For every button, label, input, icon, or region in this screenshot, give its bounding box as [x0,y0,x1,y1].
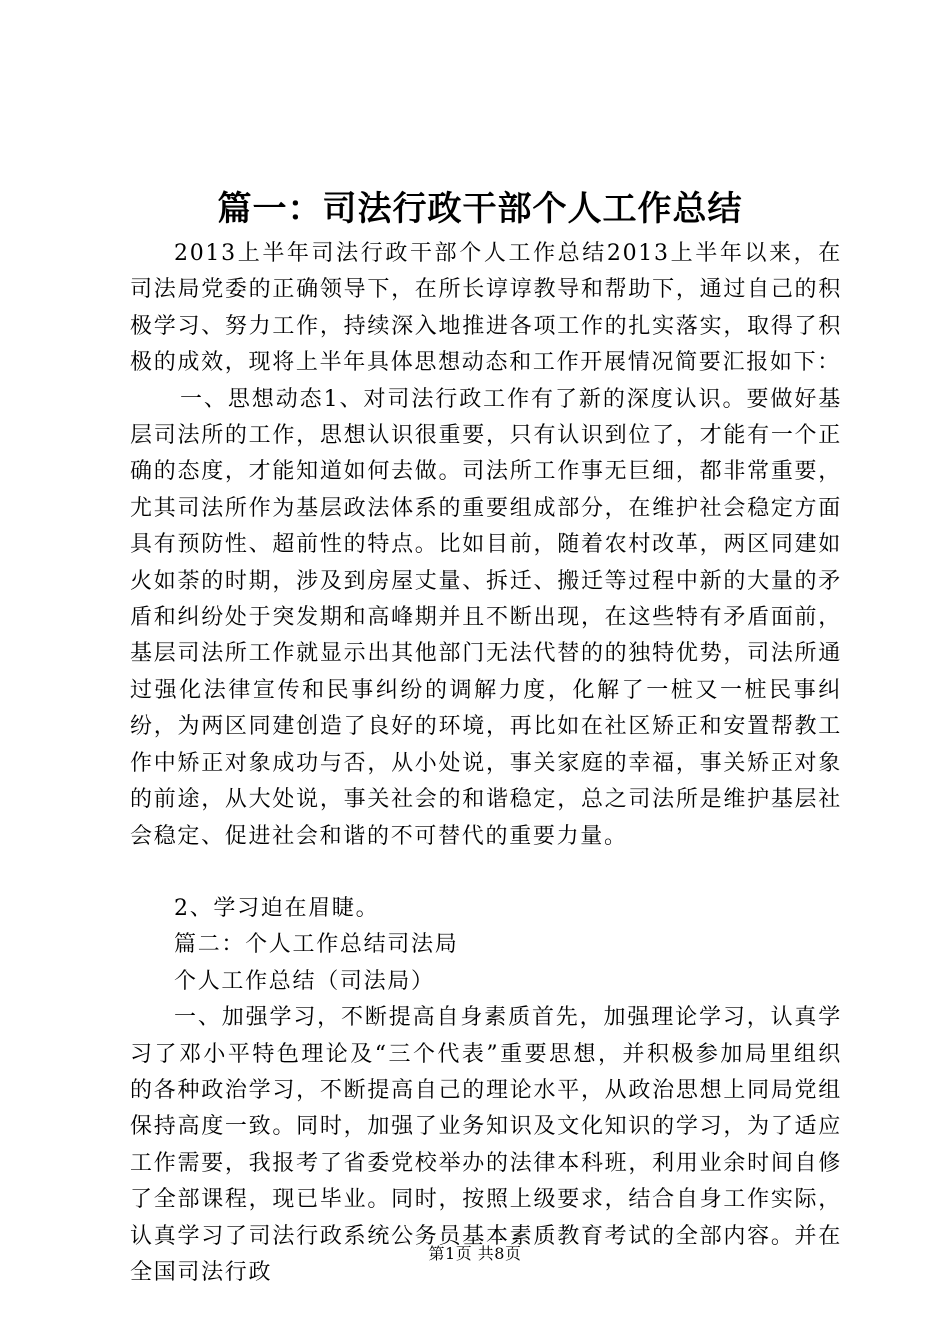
document-body [130,236,842,1291]
section-heading-part-two: 篇二：个人工作总结司法局 [174,932,459,958]
paragraph-learning: 一、加强学习，不断提高自身素质首先，加强理论学习，认真学习了邓小平特色理论及“三个代表”重要思想，并积极参加局里组织的各种政治学习，不断提高自己的理论水平，从政治思想上同局党组保持高度一致。同时，加强了业务知识及文化知识的学习，为了适应工作需要，我报考了省委党校举办的法律本科班，利用业余时间自修了全部课程，现已毕业。同时，按照上级要求，结合自身工作实际，认真学习了司法行政系统公务员基本素质教育考试的全部内容。并在全国司法行政 [130,1005,842,1285]
paragraph-thought: 一、思想动态1、对司法行政工作有了新的深度认识。要做好基层司法所的工作，思想认识很重要，只有认识到位了，才能有一个正确的态度，才能知道如何去做。司法所工作事无巨细，都非常重要，尤其司法所作为基层政法体系的重要组成部分，在维护社会稳定方面具有预防性、超前性的特点。比如目前，随着农村改革，两区同建如火如荼的时期，涉及到房屋丈量、拆迁、搬迁等过程中新的大量的矛盾和纠纷处于突发期和高峰期并且不断出现，在这些特有矛盾面前，基层司法所工作就显示出其他部门无法代替的的独特优势，司法所通过强化法律宣传和民事纠纷的调解力度，化解了一桩又一桩民事纠纷，为两区同建创造了良好的环境，再比如在社区矫正和安置帮教工作中矫正对象成功与否，从小处说，事关家庭的幸福，事关矫正对象的前途，从大处说，事关社会的和谐稳定，总之司法所是维护基层社会稳定、促进社会和谐的不可替代的重要力量。 [130,386,842,849]
paragraph-intro: 2013上半年司法行政干部个人工作总结2013上半年以来，在司法局党委的正确领导下，在所长谆谆教导和帮助下，通过自己的积极学习、努力工作，持续深入地推进各项工作的扎实落实，取得了积极的成效，现将上半年具体思想动态和工作开展情况简要汇报如下： [130,241,842,376]
page-number-footer: 第1页 共8页 [428,1244,522,1263]
paragraph-gap [130,855,842,891]
document-title: 篇一：司法行政干部个人工作总结 [217,189,743,229]
section-subheading: 个人工作总结（司法局） [174,968,435,994]
paragraph-study: 2、学习迫在眉睫。 [174,895,380,921]
